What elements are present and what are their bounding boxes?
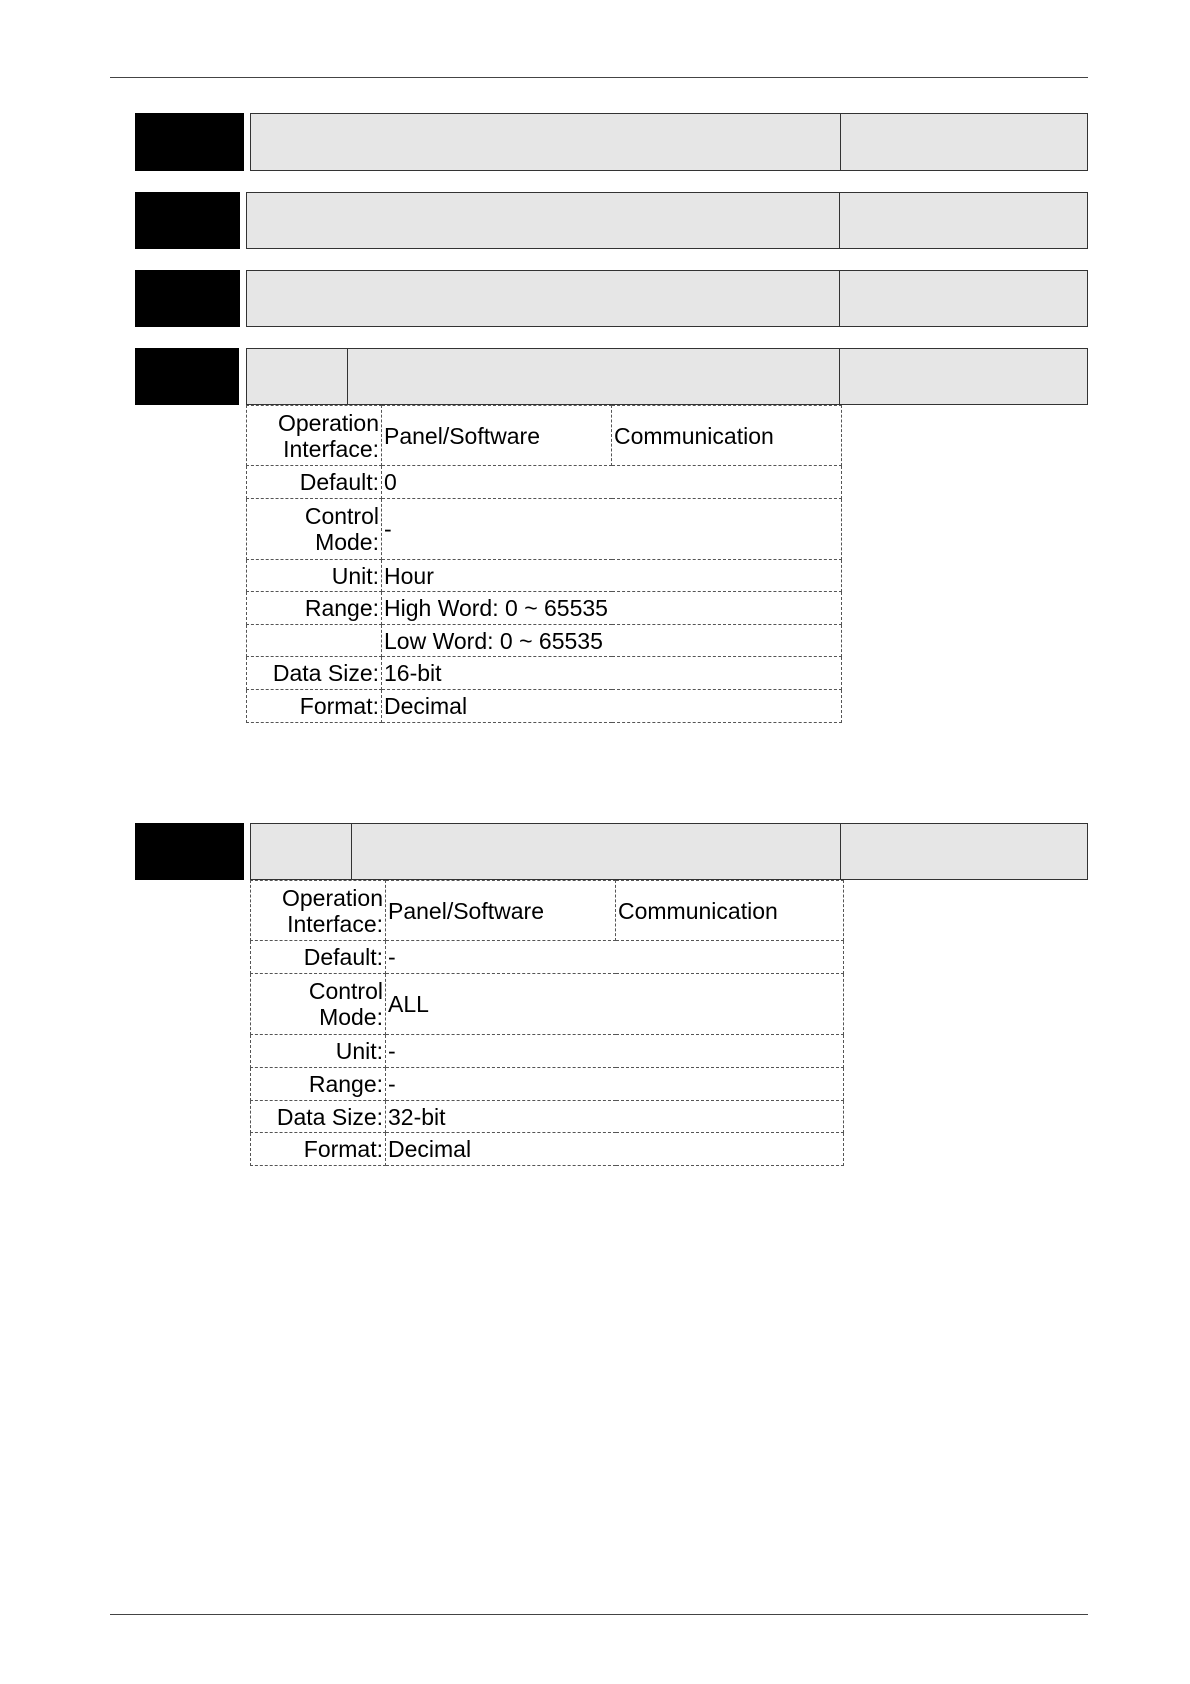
- param-header-bar-4: [246, 348, 1088, 405]
- format-value: Decimal: [386, 1133, 844, 1166]
- param-header-bar-2: [246, 192, 1088, 249]
- range-value: -: [386, 1068, 844, 1101]
- unit-value: Hour: [382, 560, 842, 592]
- data-size-label: Data Size:: [247, 657, 382, 690]
- unit-label: Unit:: [247, 560, 382, 592]
- data-size-value: 16-bit: [382, 657, 842, 690]
- default-value: -: [386, 941, 844, 974]
- operation-interface-communication: Communication: [612, 406, 842, 466]
- range-high-value: High Word: 0 ~ 65535: [382, 592, 842, 625]
- data-size-label: Data Size:: [251, 1101, 386, 1133]
- param-header-bar-1: [250, 113, 1088, 171]
- header-rule: [110, 77, 1088, 78]
- unit-value: -: [386, 1035, 844, 1068]
- param-table-1: [246, 405, 842, 723]
- footer-rule: [110, 1614, 1088, 1615]
- operation-interface-panel: Panel/Software: [386, 881, 616, 941]
- control-mode-value: -: [382, 499, 842, 560]
- control-mode-value: ALL: [386, 974, 844, 1035]
- param-code-block-4: [135, 348, 239, 405]
- format-label: Format:: [247, 690, 382, 723]
- operation-interface-label: Operation Interface:: [251, 881, 386, 941]
- unit-label: Unit:: [251, 1035, 386, 1068]
- operation-interface-panel: Panel/Software: [382, 406, 612, 466]
- default-label: Default:: [251, 941, 386, 974]
- range-label: Range:: [247, 592, 382, 625]
- format-label: Format:: [251, 1133, 386, 1166]
- default-label: Default:: [247, 466, 382, 499]
- operation-interface-communication: Communication: [616, 881, 844, 941]
- control-mode-label: Control Mode:: [251, 974, 386, 1035]
- control-mode-label: Control Mode:: [247, 499, 382, 560]
- data-size-value: 32-bit: [386, 1101, 844, 1133]
- range-label: Range:: [251, 1068, 386, 1101]
- param-code-block-1: [135, 113, 244, 171]
- param-header-bar-3: [246, 270, 1088, 327]
- param-code-block-3: [135, 270, 240, 327]
- format-value: Decimal: [382, 690, 842, 723]
- operation-interface-label: Operation Interface:: [247, 406, 382, 466]
- range-low-value: Low Word: 0 ~ 65535: [382, 625, 842, 657]
- param-table-2: [250, 880, 844, 1166]
- default-value: 0: [382, 466, 842, 499]
- param-code-block-5: [135, 823, 244, 880]
- param-header-bar-5: [250, 823, 1088, 880]
- param-code-block-2: [135, 192, 240, 249]
